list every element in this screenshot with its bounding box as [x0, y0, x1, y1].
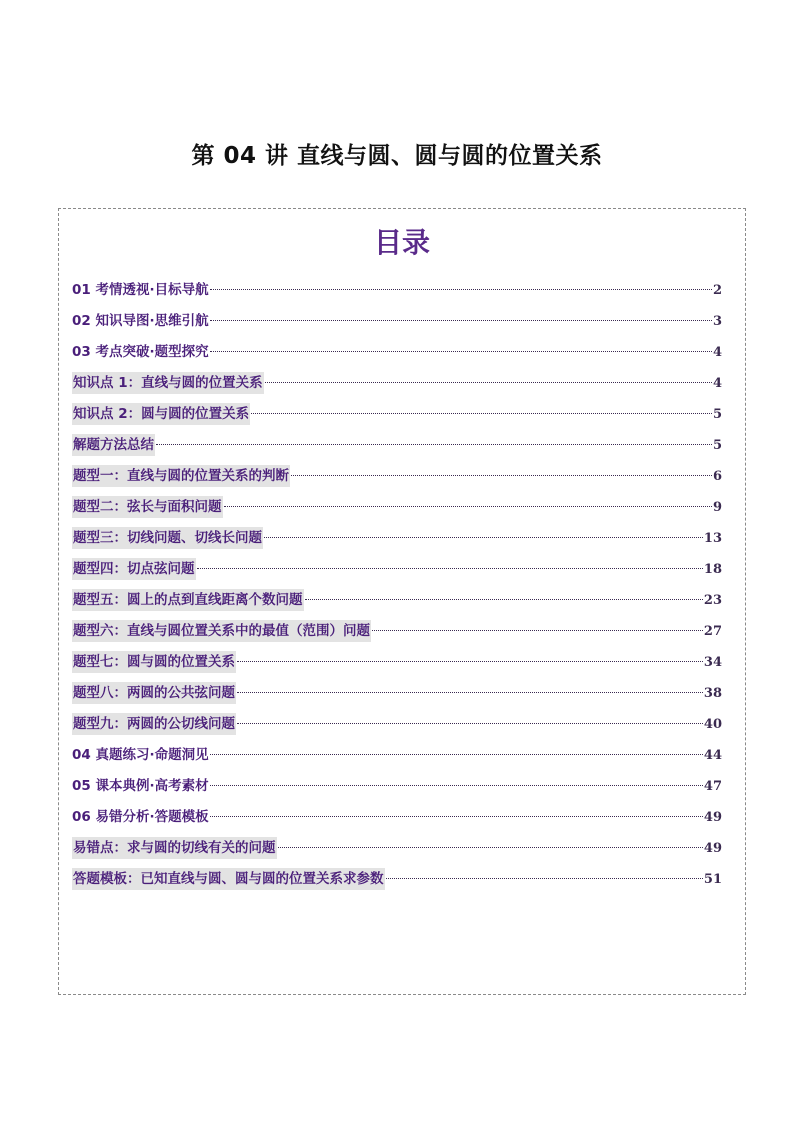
- toc-entry[interactable]: [72, 620, 722, 651]
- toc-entry-page: 47: [703, 779, 722, 794]
- toc-entry-label: 04 真题练习·命题洞见: [72, 747, 209, 763]
- toc-entry[interactable]: [72, 279, 722, 310]
- toc-entry-page: 2: [712, 283, 722, 298]
- toc-entry-label: 题型二：弦长与面积问题: [72, 496, 223, 518]
- toc-entry-page: 51: [703, 872, 722, 887]
- toc-entry-label: 题型四：切点弦问题: [72, 558, 196, 580]
- toc-entry-page: 38: [703, 686, 722, 701]
- toc-entry[interactable]: [72, 744, 722, 775]
- toc-entry[interactable]: [72, 651, 722, 682]
- dot-leader: [156, 444, 712, 445]
- toc-entry-label: 02 知识导图·思维引航: [72, 313, 209, 329]
- toc-entry[interactable]: [72, 713, 722, 744]
- toc-entry-label: 题型八：两圆的公共弦问题: [72, 682, 236, 704]
- toc-entry-page: 18: [703, 562, 722, 577]
- toc-entry-page: 23: [703, 593, 722, 608]
- toc-entry-label: 01 考情透视·目标导航: [72, 282, 209, 298]
- dot-leader: [265, 382, 712, 383]
- toc-entry-page: 13: [703, 531, 722, 546]
- dot-leader: [251, 413, 712, 414]
- toc-entry[interactable]: [72, 465, 722, 496]
- toc-entry-label: 知识点 1：直线与圆的位置关系: [72, 372, 264, 394]
- toc-entry-label: 题型一：直线与圆的位置关系的判断: [72, 465, 290, 487]
- dot-leader: [224, 506, 712, 507]
- toc-entry[interactable]: [72, 310, 722, 341]
- document-title: 第 04 讲 直线与圆、圆与圆的位置关系: [191, 143, 603, 169]
- dot-leader: [305, 599, 703, 600]
- toc-entry-label: 解题方法总结: [72, 434, 155, 456]
- toc-entry-page: 5: [712, 438, 722, 453]
- toc-entry-page: 4: [712, 376, 722, 391]
- toc-entry-label: 知识点 2：圆与圆的位置关系: [72, 403, 250, 425]
- toc-entry[interactable]: [72, 868, 722, 899]
- toc-entry-page: 9: [712, 500, 722, 515]
- toc-entry[interactable]: [72, 372, 722, 403]
- toc-entry-label: 05 课本典例·高考素材: [72, 778, 209, 794]
- toc-list: [72, 279, 722, 899]
- toc-entry-page: 4: [712, 345, 722, 360]
- dot-leader: [210, 289, 712, 290]
- toc-entry-label: 题型七：圆与圆的位置关系: [72, 651, 236, 673]
- toc-entry-label: 易错点：求与圆的切线有关的问题: [72, 837, 277, 859]
- dot-leader: [197, 568, 703, 569]
- toc-box: [58, 208, 746, 995]
- toc-entry-page: 27: [703, 624, 722, 639]
- toc-entry[interactable]: [72, 403, 722, 434]
- toc-entry-label: 答题模板：已知直线与圆、圆与圆的位置关系求参数: [72, 868, 385, 890]
- toc-entry-label: 题型三：切线问题、切线长问题: [72, 527, 263, 549]
- toc-entry[interactable]: [72, 775, 722, 806]
- toc-entry[interactable]: [72, 496, 722, 527]
- toc-entry-label: 06 易错分析·答题模板: [72, 809, 209, 825]
- toc-entry-page: 40: [703, 717, 722, 732]
- dot-leader: [278, 847, 703, 848]
- toc-entry-page: 34: [703, 655, 722, 670]
- toc-entry-page: 6: [712, 469, 722, 484]
- toc-entry-page: 5: [712, 407, 722, 422]
- dot-leader: [210, 351, 712, 352]
- dot-leader: [237, 723, 703, 724]
- toc-entry-label: 题型六：直线与圆位置关系中的最值（范围）问题: [72, 620, 371, 642]
- toc-heading: 目录: [373, 226, 430, 259]
- toc-entry[interactable]: [72, 589, 722, 620]
- toc-entry[interactable]: [72, 806, 722, 837]
- dot-leader: [210, 785, 703, 786]
- toc-entry-label: 题型五：圆上的点到直线距离个数问题: [72, 589, 304, 611]
- toc-entry-page: 49: [703, 841, 722, 856]
- dot-leader: [237, 661, 703, 662]
- dot-leader: [210, 816, 703, 817]
- toc-entry-page: 49: [703, 810, 722, 825]
- toc-entry[interactable]: [72, 682, 722, 713]
- dot-leader: [237, 692, 703, 693]
- toc-entry[interactable]: [72, 341, 722, 372]
- toc-entry[interactable]: [72, 558, 722, 589]
- dot-leader: [210, 754, 703, 755]
- toc-entry[interactable]: [72, 527, 722, 558]
- toc-entry-label: 03 考点突破·题型探究: [72, 344, 209, 360]
- dot-leader: [291, 475, 712, 476]
- toc-entry-page: 3: [712, 314, 722, 329]
- toc-entry[interactable]: [72, 434, 722, 465]
- dot-leader: [372, 630, 703, 631]
- toc-entry-page: 44: [703, 748, 722, 763]
- toc-entry-label: 题型九：两圆的公切线问题: [72, 713, 236, 735]
- dot-leader: [210, 320, 712, 321]
- dot-leader: [386, 878, 703, 879]
- dot-leader: [264, 537, 703, 538]
- toc-entry[interactable]: [72, 837, 722, 868]
